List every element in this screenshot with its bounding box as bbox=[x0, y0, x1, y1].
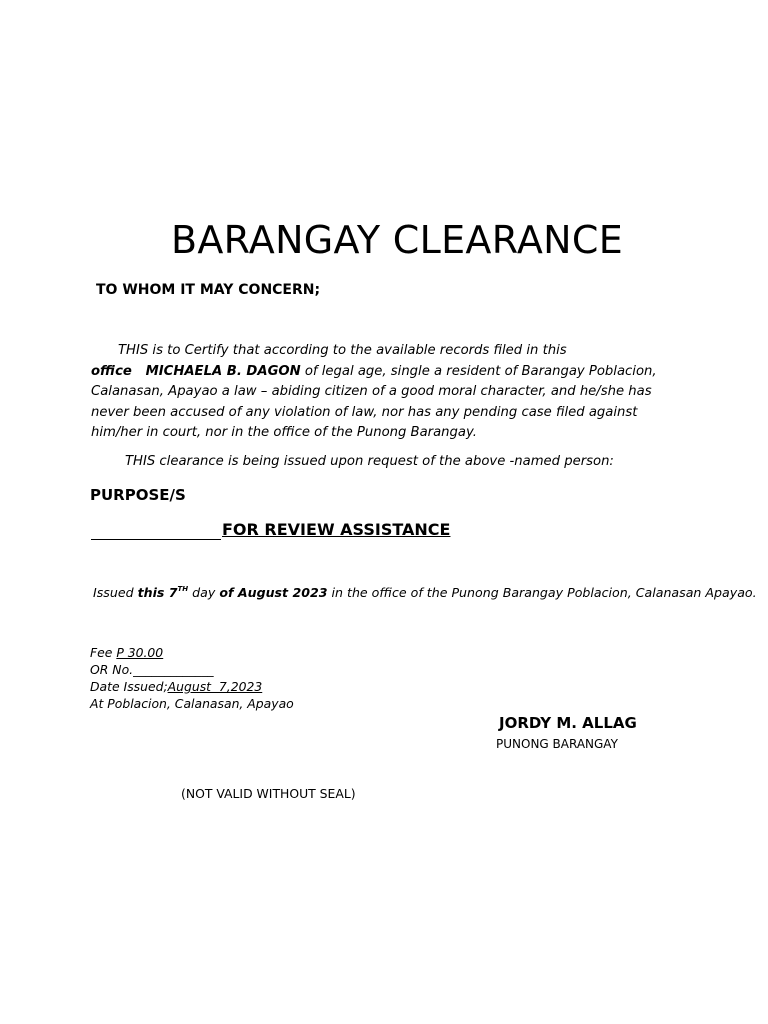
seal-note: (NOT VALID WITHOUT SEAL) bbox=[181, 786, 356, 801]
certification-paragraph bbox=[91, 341, 669, 444]
issued-day-word: day bbox=[188, 585, 220, 600]
fee-line bbox=[90, 644, 163, 661]
issued-day-suffix: TH bbox=[177, 585, 189, 593]
office-word: office bbox=[91, 363, 132, 379]
date-issued-label: Date Issued; bbox=[90, 679, 168, 694]
issued-prefix: Issued bbox=[93, 585, 138, 600]
signatory-name: JORDY M. ALLAG bbox=[499, 714, 637, 732]
date-issued-value: August 7,2023 bbox=[167, 679, 263, 694]
issued-day: this 7 bbox=[137, 585, 178, 600]
purpose-underline bbox=[91, 539, 221, 540]
location-line: At Poblacion, Calanasan, Apayao bbox=[90, 696, 294, 711]
fee-label: Fee bbox=[90, 645, 117, 660]
issued-statement bbox=[93, 585, 757, 600]
fee-value: P 30.00 bbox=[116, 645, 164, 660]
salutation: TO WHOM IT MAY CONCERN; bbox=[96, 282, 321, 298]
issued-rest: in the office of the Punong Barangay Poblacion, Calanasan Apayao. bbox=[327, 585, 757, 600]
or-number-line: OR No._____________ bbox=[90, 662, 214, 677]
document-title: BARANGAY CLEARANCE bbox=[170, 218, 624, 262]
purpose-label: PURPOSE/S bbox=[90, 486, 186, 504]
issued-month-year: of August 2023 bbox=[219, 585, 328, 600]
certification-rest: of legal age, single a resident of Barangay Poblacion, Calanasan, Apayao a law – abiding citizen of a good moral character, and he/she has never been accused of any violation of law, nor has any pending case filed against him/her in court, nor in the office of the Punong Barangay. bbox=[91, 363, 657, 440]
date-issued-line bbox=[90, 678, 262, 695]
signatory-title: PUNONG BARANGAY bbox=[496, 737, 618, 751]
request-paragraph: THIS clearance is being issued upon request of the above -named person: bbox=[125, 454, 614, 469]
certification-intro: THIS is to Certify that according to the available records filed in this bbox=[118, 343, 567, 358]
resident-name: MICHAELA B. DAGON bbox=[145, 363, 301, 379]
purpose-value: FOR REVIEW ASSISTANCE bbox=[222, 520, 451, 539]
